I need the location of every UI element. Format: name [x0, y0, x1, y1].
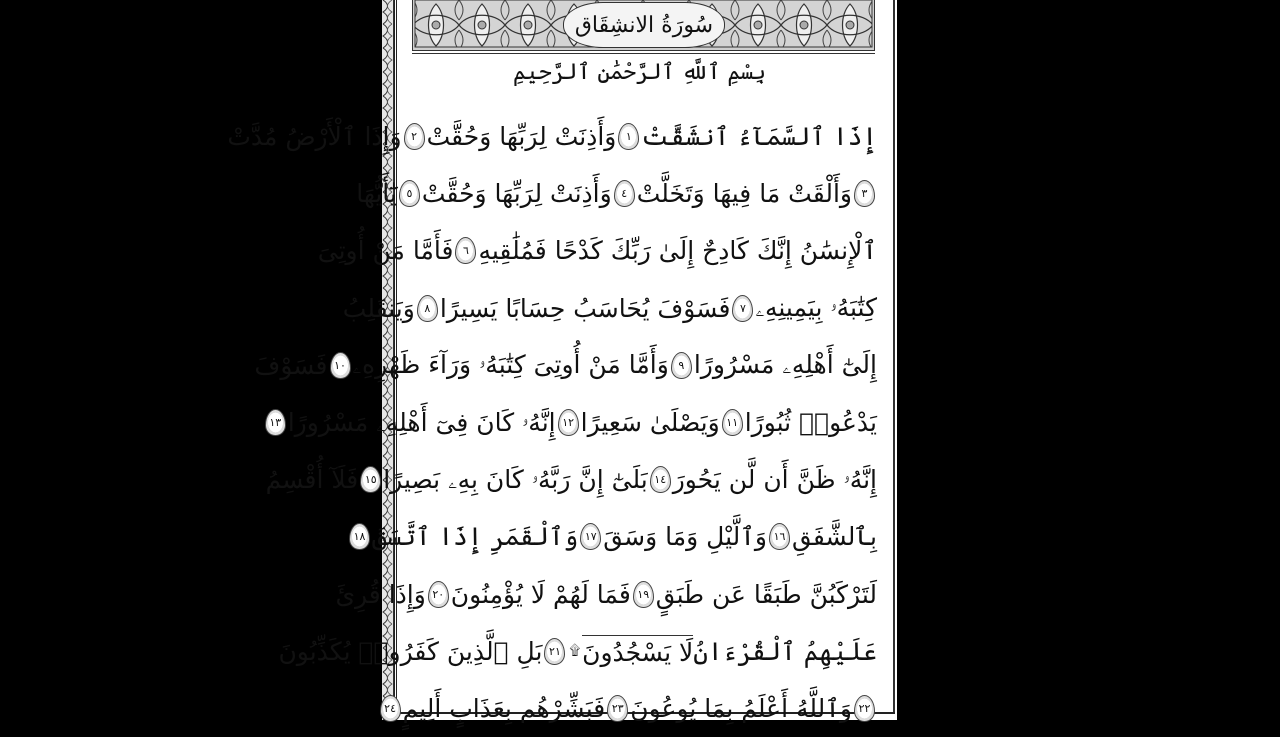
ayah-number-marker: ١٣: [265, 409, 286, 436]
verse-text: وَيَصْلَىٰ سَعِيرًا: [580, 408, 720, 438]
verse-text: لَتَرْكَبُنَّ طَبَقًا عَن طَبَقٍ: [655, 579, 877, 609]
ayah-number-marker: ٢٢: [854, 695, 875, 722]
verse-text: وَأَذِنَتْ لِرَبِّهَا وَحُقَّتْ: [421, 179, 612, 209]
mushaf-page: [227, 0, 897, 723]
verse-text: بِٱلشَّفَقِ: [791, 522, 877, 552]
ayah-number-marker: ١٩: [633, 581, 654, 608]
ayah-number-marker: ١٠: [330, 352, 351, 379]
ayah-number-marker: ٧: [732, 295, 753, 322]
verse-line: [356, 165, 877, 222]
sajda-verse-text: لَا يَسْجُدُونَ: [582, 635, 693, 667]
verse-text: وَٱلْقَمَرِ إِذَا ٱتَّسَقَ: [371, 522, 579, 552]
verse-line: [269, 394, 877, 451]
verse-text: يَٰٓأَيُّهَا: [356, 179, 397, 209]
ayah-number-marker: ١٢: [558, 409, 579, 436]
verse-text: فَسَوْفَ: [254, 350, 328, 380]
ayah-number-marker: ٢١: [544, 638, 565, 665]
verse-lines: [227, 108, 877, 737]
verse-line: [265, 451, 877, 508]
ayah-number-marker: ٢٤: [380, 695, 401, 722]
verse-text: فَسَوْفَ يُحَاسَبُ حِسَابًا يَسِيرًا: [439, 293, 731, 323]
frame-line-right: [893, 0, 895, 714]
ayah-number-marker: ٨: [417, 295, 438, 322]
verse-text: يَدْعُوا۟ ثُبُورًا: [744, 408, 877, 438]
verse-line: [254, 337, 877, 394]
verse-line: [317, 222, 877, 279]
verse-text: وَإِذَا ٱلْأَرْضُ مُدَّتْ: [227, 122, 402, 152]
verse-text: كِتَٰبَهُۥ بِيَمِينِهِۦ: [755, 293, 877, 323]
basmala: بِسْمِ ٱللَّهِ ٱلرَّحْمَٰنِ ٱلرَّحِيمِ: [512, 60, 766, 85]
verse-text: بَلَىٰٓ إِنَّ رَبَّهُۥ كَانَ بِهِۦ بَصِيرًا: [383, 464, 648, 494]
verse-text: عَلَيْهِمُ ٱلْقُرْءَانُ: [693, 636, 877, 666]
verse-text: وَٱللَّهُ أَعْلَمُ بِمَا يُوعُونَ: [630, 693, 852, 723]
ayah-number-marker: ٤: [614, 180, 635, 207]
verse-text: فَمَا لَهُمْ لَا يُؤْمِنُونَ: [450, 579, 631, 609]
verse-text: فَلَآ أُقْسِمُ: [265, 465, 359, 495]
ayah-number-marker: ٣: [854, 180, 875, 207]
verse-line: [278, 623, 877, 680]
ayah-number-marker: ٩: [671, 352, 692, 379]
verse-text: وَٱلَّيْلِ وَمَا وَسَقَ: [603, 522, 767, 552]
surah-title: سُورَةُ الانشِقَاق: [574, 12, 714, 38]
verse-line: [227, 108, 877, 165]
surah-header-banner: [412, 0, 875, 51]
sajda-icon: ۩: [569, 643, 581, 660]
ayah-number-marker: ١١: [722, 409, 743, 436]
ayah-number-marker: ١٨: [349, 523, 370, 550]
verse-text: إِنَّهُۥ كَانَ فِىٓ أَهْلِهِۦ مَسْرُورًا: [287, 407, 556, 437]
verse-line: [335, 566, 877, 623]
verse-text: بَلِ ٱلَّذِينَ كَفَرُوا۟ يُكَذِّبُونَ: [278, 636, 543, 666]
verse-line: [353, 508, 877, 565]
verse-text: إِلَىٰٓ أَهْلِهِۦ مَسْرُورًا: [693, 350, 877, 380]
verse-text: وَأَمَّا مَنْ أُوتِىَ كِتَٰبَهُۥ وَرَآءَ ظَهْرِهِۦ: [352, 350, 669, 380]
verse-text: ٱلْإِنسَٰنُ إِنَّكَ كَادِحٌ إِلَىٰ رَبِّكَ كَدْحًا فَمُلَٰقِيهِ: [478, 236, 877, 266]
ayah-number-marker: ١٤: [650, 466, 671, 493]
verse-text: وَأَلْقَتْ مَا فِيهَا وَتَخَلَّتْ: [636, 179, 852, 209]
verse-text: إِنَّهُۥ ظَنَّ أَن لَّن يَحُورَ: [672, 464, 877, 494]
ayah-number-marker: ١٥: [360, 466, 381, 493]
verse-text: وَإِذَا قُرِئَ: [335, 579, 426, 609]
ayah-number-marker: ١٦: [769, 523, 790, 550]
verse-line: [384, 680, 877, 737]
ayah-number-marker: ٢٠: [428, 581, 449, 608]
verse-text: إِذَا ٱلسَّمَآءُ ٱنشَقَّتْ: [641, 122, 877, 152]
ayah-number-marker: ٥: [399, 180, 420, 207]
ayah-number-marker: ١٧: [580, 523, 601, 550]
verse-text: وَأَذِنَتْ لِرَبِّهَا وَحُقَّتْ: [426, 122, 617, 152]
ayah-number-marker: ١: [618, 123, 639, 150]
ayah-number-marker: ٢: [404, 123, 425, 150]
ayah-number-marker: ٢٣: [607, 695, 628, 722]
ayah-number-marker: ٦: [455, 237, 476, 264]
surah-title-cartouche: [563, 2, 725, 48]
verse-line: [342, 280, 877, 337]
verse-text: وَيَنقَلِبُ: [342, 293, 415, 323]
verse-text: فَأَمَّا مَنْ أُوتِىَ: [317, 236, 454, 266]
verse-text: فَبَشِّرْهُم بِعَذَابٍ أَلِيمٍ: [402, 693, 606, 723]
